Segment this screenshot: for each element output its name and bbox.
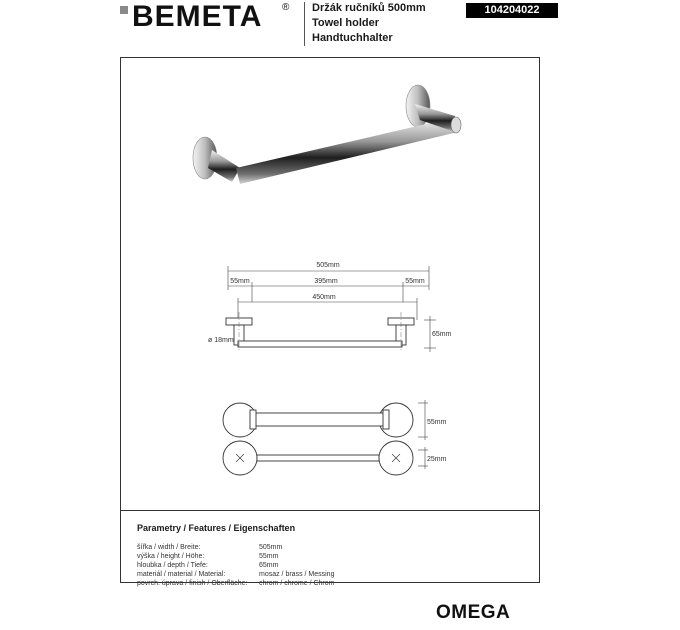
dim-depth: 65mm <box>432 331 452 338</box>
series-name: OMEGA <box>436 602 511 623</box>
brand-logo: BEMETA <box>132 0 263 33</box>
spec-label-depth: hloubka / depth / Tiefe: <box>137 562 208 569</box>
dim-left: 55mm <box>230 278 250 285</box>
dim-diameter: ø 18mm <box>208 337 234 344</box>
spec-value-depth: 65mm <box>259 562 279 569</box>
spec-value-height: 55mm <box>259 553 279 560</box>
title-en: Towel holder <box>312 17 380 29</box>
left-arm <box>208 150 240 182</box>
spec-label-width: šířka / width / Breite: <box>137 544 201 551</box>
front-view <box>226 318 414 347</box>
spec-value-material: mosaz / brass / Messing <box>259 571 335 578</box>
spec-label-material: materiál / material / Material: <box>137 571 226 578</box>
spec-value-width: 505mm <box>259 544 283 551</box>
product-code: 104204022 <box>466 3 558 18</box>
spec-label-height: výška / height / Höhe: <box>137 553 205 560</box>
dim-height-top: 55mm <box>427 419 447 426</box>
specs-divider <box>120 510 540 511</box>
top-view <box>223 403 413 437</box>
dim-overall: 505mm <box>316 262 340 269</box>
title-de: Handtuchhalter <box>312 32 393 44</box>
dim-center: 395mm <box>314 278 338 285</box>
specs-heading: Parametry / Features / Eigenschaften <box>137 523 296 533</box>
registered-mark: ® <box>282 2 290 13</box>
main-bar <box>236 118 458 184</box>
spec-label-finish: povrch. úprava / finish / Oberfläche: <box>137 580 248 587</box>
title-cz: Držák ručníků 500mm <box>312 2 426 14</box>
product-photo <box>193 85 461 184</box>
dim-height-bottom: 25mm <box>427 456 447 463</box>
bar-end <box>451 117 461 133</box>
dim-mount: 450mm <box>312 294 336 301</box>
spec-value-finish: chrom / chrome / Chrom <box>259 580 335 587</box>
bottom-view <box>223 441 413 475</box>
dim-right: 55mm <box>405 278 425 285</box>
